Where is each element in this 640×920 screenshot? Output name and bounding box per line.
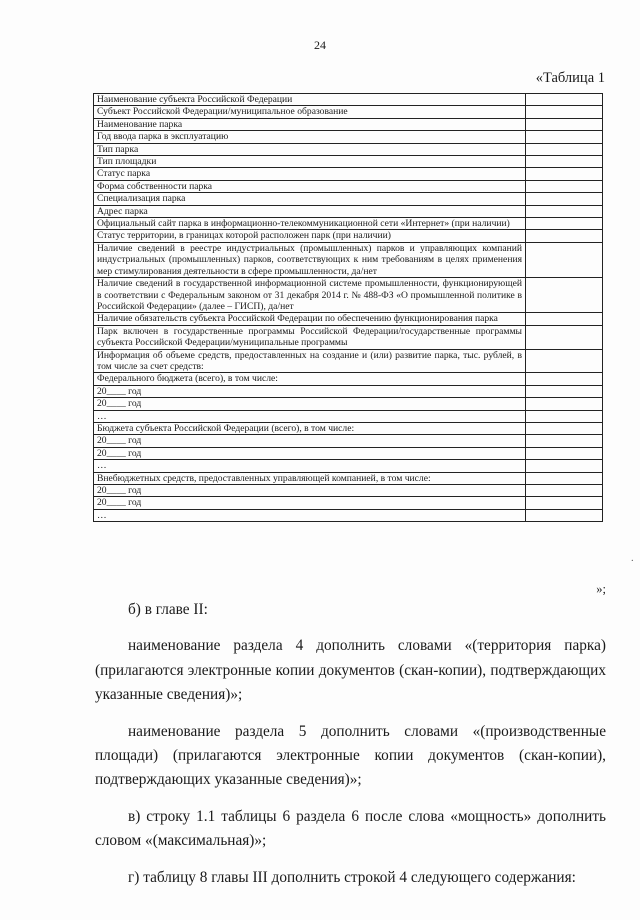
row-value-cell[interactable] — [526, 242, 603, 277]
table-row — [94, 278, 603, 313]
table-row — [94, 422, 603, 434]
row-label: Парк включен в государственные программы Российской Федерации/государственные программы субъекта Российской Федерации/муниципальные программы — [94, 325, 526, 349]
row-value-cell[interactable] — [526, 205, 603, 217]
row-value-cell[interactable] — [526, 509, 603, 521]
table-row — [94, 218, 603, 230]
table-row — [94, 168, 603, 180]
row-value-cell[interactable] — [526, 168, 603, 180]
table-row — [94, 410, 603, 422]
table-row — [94, 460, 603, 472]
paragraph: б) в главе II: — [128, 601, 208, 618]
row-value-cell[interactable] — [526, 472, 603, 484]
page-number: 24 — [314, 38, 326, 52]
row-value-cell[interactable] — [526, 349, 603, 373]
row-label: Статус территории, в границах которой расположен парк (при наличии) — [94, 230, 526, 242]
row-value-cell[interactable] — [526, 485, 603, 497]
row-label: Тип площадки — [94, 156, 526, 168]
table-row — [94, 325, 603, 349]
row-value-cell[interactable] — [526, 143, 603, 155]
row-label: Форма собственности парка — [94, 180, 526, 192]
table-row — [94, 509, 603, 521]
table-closing-quote: »; — [596, 582, 606, 596]
row-label: Внебюджетных средств, предоставленных управляющей компанией, в том числе: — [94, 472, 526, 484]
row-label: 20____ год — [94, 447, 526, 459]
row-value-cell[interactable] — [526, 193, 603, 205]
row-value-cell[interactable] — [526, 156, 603, 168]
table-row — [94, 447, 603, 459]
row-label: Наличие сведений в государственной информационной системе промышленности, функционирующей в соответствии с Федеральным законом от 31 декабря 2014 г. № 488-ФЗ «О промышленной политике в Российской Федерации» (далее – ГИСП), да/нет — [94, 278, 526, 313]
row-value-cell[interactable] — [526, 278, 603, 313]
row-value-cell[interactable] — [526, 422, 603, 434]
margin-dot: · — [630, 556, 634, 567]
table-row — [94, 398, 603, 410]
row-label: Официальный сайт парка в информационно-телекоммуникационной сети «Интернет» (при наличии) — [94, 218, 526, 230]
table-row — [94, 230, 603, 242]
paragraph: наименование раздела 4 дополнить словами «(территория парка) (прилагаются электронные копии документов (скан-копии), подтверждающих указанные сведения)»; — [95, 637, 606, 704]
table-row — [94, 118, 603, 130]
row-label: Тип парка — [94, 143, 526, 155]
row-label: Федерального бюджета (всего), в том числе: — [94, 373, 526, 385]
row-label: Наличие сведений в реестре индустриальных (промышленных) парков и управляющих компаний индустриальных (промышленных) парков, соответствующих к ним требованиям в целях применения мер стимулирования деятельности в сфере промышленности, да/нет — [94, 242, 526, 277]
table-row — [94, 131, 603, 143]
table-row — [94, 485, 603, 497]
table-row — [94, 497, 603, 509]
table-row — [94, 472, 603, 484]
row-value-cell[interactable] — [526, 410, 603, 422]
row-label: … — [94, 509, 526, 521]
row-label: 20____ год — [94, 485, 526, 497]
row-value-cell[interactable] — [526, 313, 603, 325]
row-value-cell[interactable] — [526, 131, 603, 143]
table-row — [94, 242, 603, 277]
row-value-cell[interactable] — [526, 385, 603, 397]
row-value-cell[interactable] — [526, 106, 603, 118]
row-value-cell[interactable] — [526, 118, 603, 130]
row-value-cell[interactable] — [526, 398, 603, 410]
row-label: Адрес парка — [94, 205, 526, 217]
row-value-cell[interactable] — [526, 230, 603, 242]
row-value-cell[interactable] — [526, 218, 603, 230]
row-label: 20____ год — [94, 497, 526, 509]
row-label: Наименование субъекта Российской Федерации — [94, 94, 526, 106]
row-value-cell[interactable] — [526, 373, 603, 385]
row-value-cell[interactable] — [526, 180, 603, 192]
row-label: … — [94, 410, 526, 422]
table-caption: «Таблица 1 — [535, 70, 605, 86]
form-table — [93, 93, 603, 522]
paragraph: наименование раздела 5 дополнить словами «(производственные площади) (прилагаются электронные копии документов (скан-копии), подтверждающих указанные сведения)»; — [95, 722, 606, 789]
row-value-cell[interactable] — [526, 325, 603, 349]
table-row — [94, 94, 603, 106]
row-label: Статус парка — [94, 168, 526, 180]
table-row — [94, 435, 603, 447]
row-label: 20____ год — [94, 435, 526, 447]
amendment-text — [95, 598, 606, 890]
row-value-cell[interactable] — [526, 447, 603, 459]
row-label: … — [94, 460, 526, 472]
table-row — [94, 313, 603, 325]
table-row — [94, 180, 603, 192]
row-label: Бюджета субъекта Российской Федерации (всего), в том числе: — [94, 422, 526, 434]
table-row — [94, 349, 603, 373]
row-label: Специализация парка — [94, 193, 526, 205]
paragraph: г) таблицу 8 главы III дополнить строкой 4 следующего содержания: — [128, 868, 576, 886]
table-row — [94, 143, 603, 155]
table-row — [94, 156, 603, 168]
row-label: Год ввода парка в эксплуатацию — [94, 131, 526, 143]
row-value-cell[interactable] — [526, 497, 603, 509]
row-label: Наименование парка — [94, 118, 526, 130]
row-label: Наличие обязательств субъекта Российской Федерации по обеспечению функционирования парка — [94, 313, 526, 325]
row-value-cell[interactable] — [526, 94, 603, 106]
row-label: Информация об объеме средств, предоставленных на создание и (или) развитие парка, тыс. рублей, в том числе за счет средств: — [94, 349, 526, 373]
table-row — [94, 106, 603, 118]
table-row — [94, 373, 603, 385]
row-value-cell[interactable] — [526, 460, 603, 472]
paragraph: в) строку 1.1 таблицы 6 раздела 6 после слова «мощность» дополнить словом «(максимальная)»; — [95, 807, 606, 850]
table-row — [94, 205, 603, 217]
row-value-cell[interactable] — [526, 435, 603, 447]
row-label: 20____ год — [94, 398, 526, 410]
table-row — [94, 385, 603, 397]
row-label: Субъект Российской Федерации/муниципальное образование — [94, 106, 526, 118]
row-label: 20____ год — [94, 385, 526, 397]
table-row — [94, 193, 603, 205]
